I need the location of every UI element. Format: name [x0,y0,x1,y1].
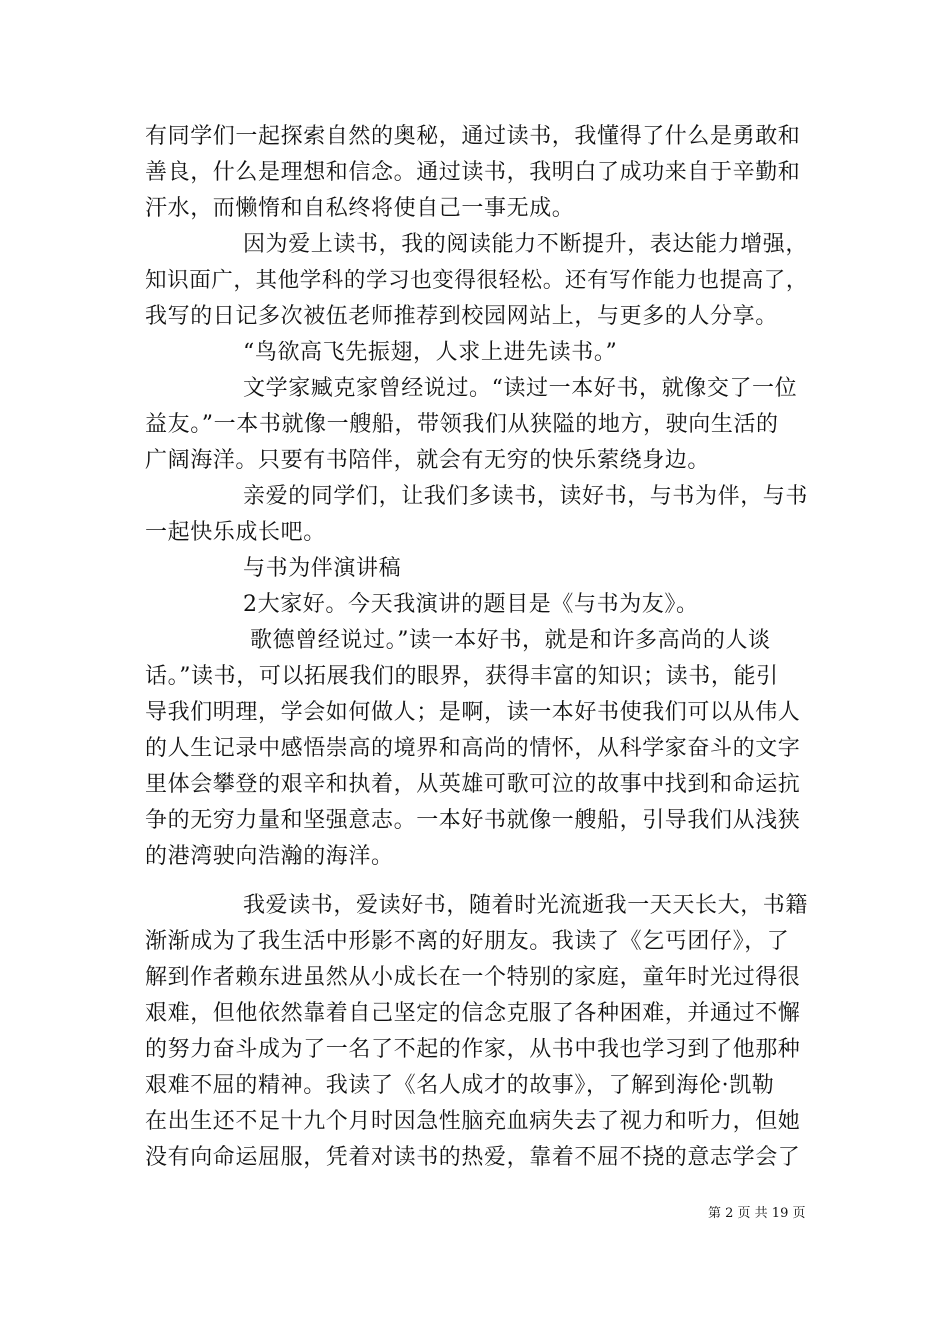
text-line: 一起快乐成长吧。 [145,520,326,545]
text-line: 益友。”一本书就像一艘船，带领我们从狭隘的地方，驶向生活的 [145,412,779,437]
text-line: 没有向命运屈服，凭着对读书的热爱，靠着不屈不挠的意志学会了 [145,1145,801,1170]
text-line: 我写的日记多次被伍老师推荐到校园网站上，与更多的人分享。 [145,304,778,329]
quote-line: “鸟欲高飞先振翅，人求上进先读书。” [243,340,618,365]
text-line: 汗水，而懒惰和自私终将使自己一事无成。 [145,196,575,221]
text-line: 的港湾驶向浩瀚的海洋。 [145,844,394,869]
text-line: 在出生还不足十九个月时因急性脑充血病失去了视力和听力，但她 [145,1109,801,1134]
text-line: 话。”读书，可以拓展我们的眼界，获得丰富的知识；读书，能引 [145,664,779,689]
text-line: 因为爱上读书，我的阅读能力不断提升，表达能力增强， [243,232,809,257]
text-line: 的努力奋斗成为了一名了不起的作家，从书中我也学习到了他那种 [145,1037,801,1062]
text-line: 解到作者赖东进虽然从小成长在一个特别的家庭，童年时光过得很 [145,965,801,990]
text-line: 知识面广，其他学科的学习也变得很轻松。还有写作能力也提高了， [145,268,809,293]
text-line: 善良，什么是理想和信念。通过读书，我明白了成功来自于辛勤和 [145,160,801,185]
text-line: 亲爱的同学们，让我们多读书，读好书，与书为伴，与书 [243,484,809,509]
text-line: 渐渐成为了我生活中形影不离的好朋友。我读了《乞丐团仔》，了 [145,929,790,954]
text-line: 争的无穷力量和坚强意志。一本好书就像一艘船，引导我们从浅狭 [145,808,801,833]
text-line: 里体会攀登的艰辛和执着，从英雄可歌可泣的故事中找到和命运抗 [145,772,801,797]
text-line: 2大家好。今天我演讲的题目是《与书为友》。 [243,592,699,617]
text-line: 我爱读书，爱读好书，随着时光流逝我一天天长大，书籍 [243,893,809,918]
text-line: 文学家臧克家曾经说过。“读过一本好书，就像交了一位 [243,376,798,401]
page-number: 第 2 页 共 19 页 [708,1206,806,1221]
text-line: 的人生记录中感悟崇高的境界和高尚的情怀，从科学家奋斗的文字 [145,736,801,761]
text-line: 广阔海洋。只要有书陪伴，就会有无穷的快乐萦绕身边。 [145,448,711,473]
section-title: 与书为伴演讲稿 [243,556,402,581]
text-line: 有同学们一起探索自然的奥秘，通过读书，我懂得了什么是勇敢和 [145,124,801,149]
text-line: 艰难，但他依然靠着自己坚定的信念克服了各种困难，并通过不懈 [145,1001,801,1026]
text-line: 歌德曾经说过。”读一本好书，就是和许多高尚的人谈 [250,628,771,653]
text-line: 导我们明理，学会如何做人；是啊，读一本好书使我们可以从伟人 [145,700,801,725]
text-line: 艰难不屈的精神。我读了《名人成才的故事》，了解到海伦·凯勒 [145,1073,775,1098]
